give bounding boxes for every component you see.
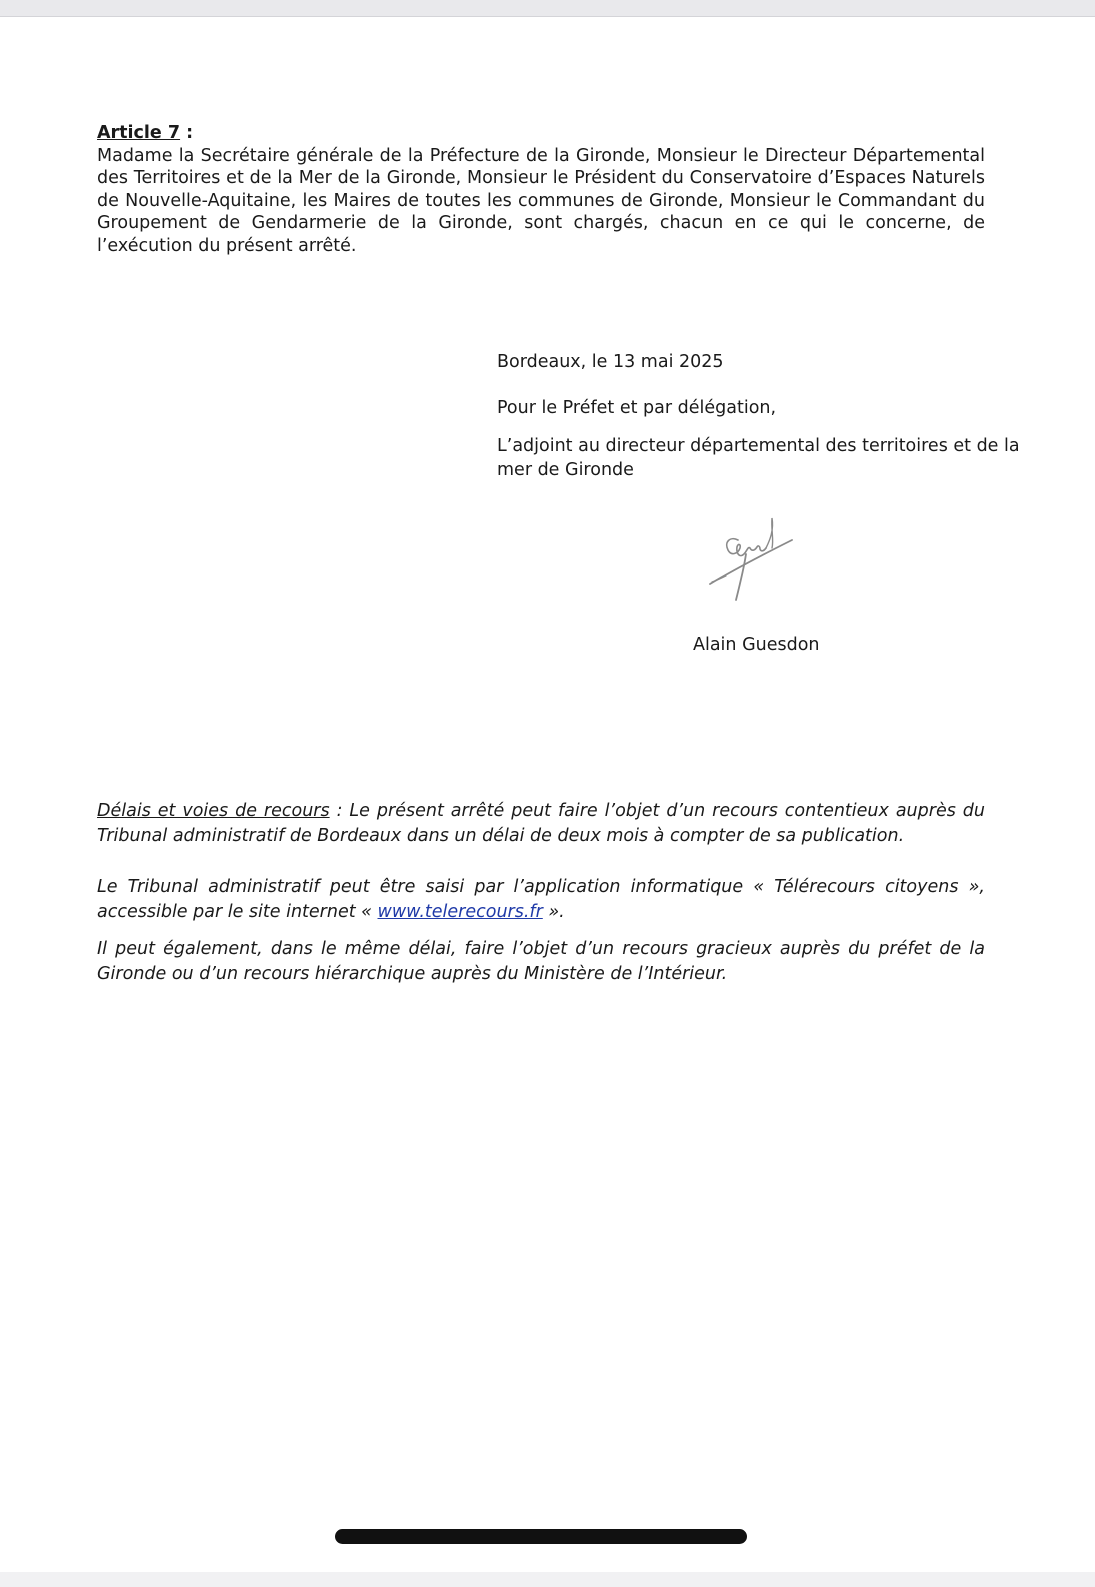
recours-p2-after: ». xyxy=(542,901,565,922)
signatory-name: Alain Guesdon xyxy=(693,635,820,655)
bottom-edge xyxy=(0,1572,1095,1587)
article-heading-label: Article 7 xyxy=(97,123,181,143)
handwritten-signature xyxy=(700,510,800,605)
article-heading xyxy=(97,122,985,145)
signature-block xyxy=(497,350,1057,482)
recours-title: Délais et voies de recours xyxy=(97,801,330,821)
recours-section xyxy=(97,799,985,986)
article-body: Madame la Secrétaire générale de la Préfecture de la Gironde, Monsieur le Directeur Départemental des Territoires et de la Mer de la Gironde, Monsieur le Président du Conservatoire d’Espaces Naturels de Nouvelle-Aquitaine, les Maires de toutes les communes de Gironde, Monsieur le Commandant du Groupement de Gendarmerie de la Gironde, sont chargés, chacun en ce qui le concerne, de l’exécution du présent arrêté. xyxy=(97,145,985,256)
article-heading-suffix: : xyxy=(180,123,194,143)
recours-paragraph-3: Il peut également, dans le même délai, faire l’objet d’un recours gracieux auprès du préfet de la Gironde ou d’un recours hiérarchique auprès du Ministère de l’Intérieur. xyxy=(97,939,985,984)
recours-p2-before: Le Tribunal administratif peut être saisi par l’application informatique « Télérecours citoyens », accessible par le site internet « xyxy=(97,877,985,922)
signatory-role: L’adjoint au directeur départemental des territoires et de la mer de Gironde xyxy=(497,436,1020,480)
recours-paragraph-1 xyxy=(97,799,985,848)
delegation-line: Pour le Préfet et par délégation, xyxy=(497,398,777,418)
telerecours-link[interactable]: www.telerecours.fr xyxy=(377,901,543,922)
home-indicator[interactable] xyxy=(335,1529,747,1544)
recours-paragraph-2 xyxy=(97,875,985,924)
status-bar xyxy=(0,0,1095,17)
article-7 xyxy=(97,122,985,257)
recours-p1-text: : Le présent arrêté peut faire l’objet d’un recours contentieux auprès du Tribunal administratif de Bordeaux dans un délai de deux mois à compter de sa publication. xyxy=(97,801,985,846)
place-date: Bordeaux, le 13 mai 2025 xyxy=(497,352,724,372)
